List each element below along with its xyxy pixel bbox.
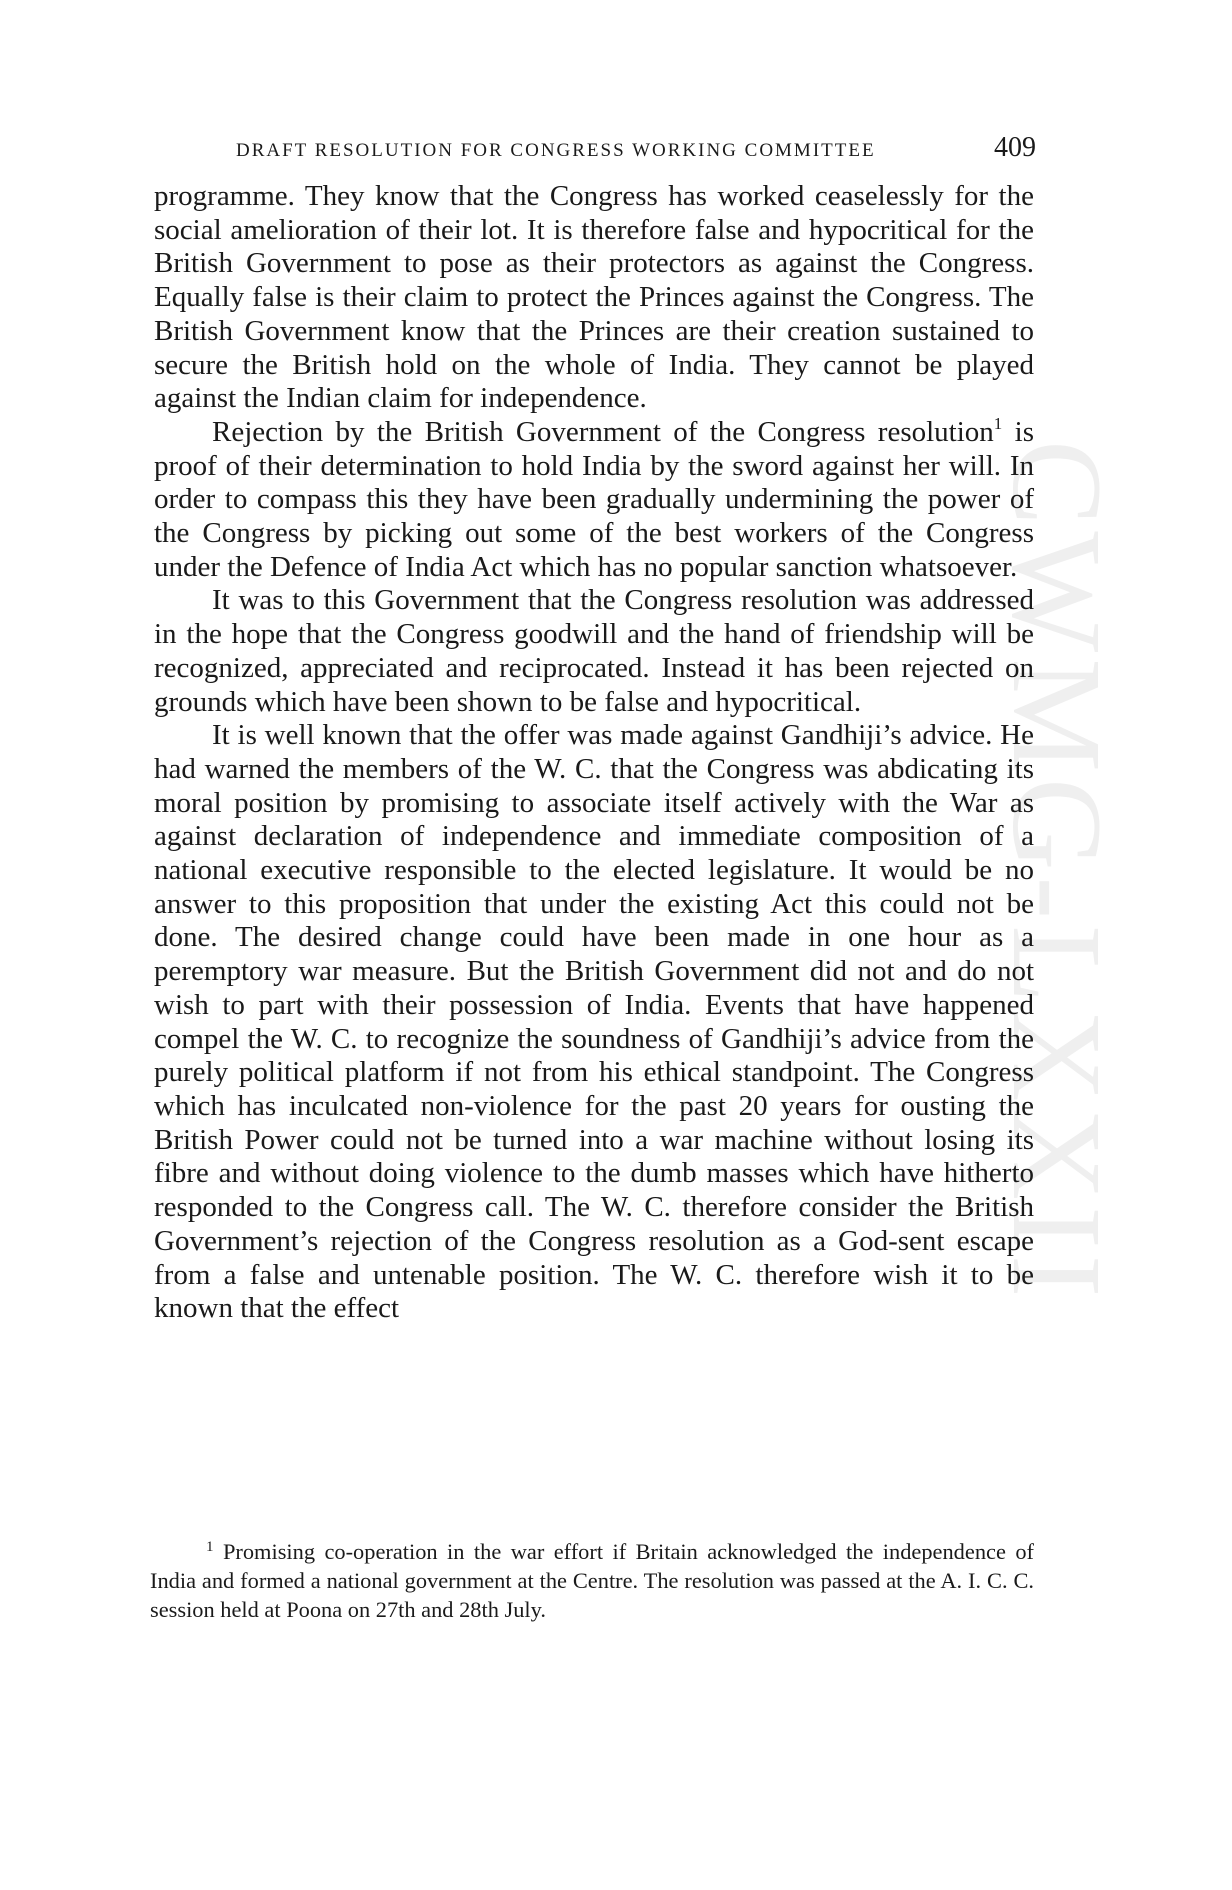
watermark	[986, 420, 1232, 1480]
footnote-text: $^1$ Promising co-operation in the war effort if Britain acknowledged the independence of India and formed a national government at the Centre. The resolution was passed at the A. I. C. C. session held at Poona on 27th and 28th July.	[150, 1539, 1034, 1622]
watermark-text: CWMG-LXXII	[986, 440, 1128, 1304]
running-title: DRAFT RESOLUTION FOR CONGRESS WORKING COMMITTEE	[236, 140, 876, 161]
body-text	[154, 180, 1034, 1326]
footnote	[150, 1537, 1034, 1624]
running-header	[236, 134, 1036, 174]
footnote-marker: 1	[993, 413, 1003, 433]
paragraph: Rejection by the British Government of the Congress resolution$^1$ is proof of their determination to hold India by the sword against her will. In order to compass this they have been gradually undermining the power of the Congress by picking out some of the best workers of the Congress under the Defence of India Act which has no popular sanction whatsoever.	[154, 413, 1034, 583]
page-number: 409	[994, 132, 1036, 163]
paragraph: It was to this Government that the Congress resolution was addressed in the hope that the Congress goodwill and the hand of friendship will be recognized, appreciated and reciprocated. Instead it has been rejected on grounds which have been shown to be false and hypocritical.	[154, 584, 1034, 718]
paragraph: It is well known that the offer was made against Gandhiji’s advice. He had warned the members of the W. C. that the Congress was abdicating its moral position by promising to associate itself actively with the War as against declaration of independence and immediate composition of a national executive responsible to the elected legislature. It would be no answer to this proposition that under the existing Act this could not be done. The desired change could have been made in one hour as a peremptory war measure. But the British Government did not and do not wish to part with their possession of India. Events that have happened compel the W. C. to recognize the soundness of Gandhiji’s advice from the purely political platform if not from his ethical standpoint. The Congress which has inculcated non-violence for the past 20 years for ousting the British Power could not be turned into a war machine without losing its fibre and without doing violence to the dumb masses which have hitherto responded to the Congress call. The W. C. therefore consider the British Government’s rejection of the Congress resolution as a God-sent escape from a false and untenable position. The W. C. therefore wish it to be known that the effect	[154, 719, 1034, 1325]
footnote-number: 1	[206, 1539, 214, 1555]
paragraph: programme. They know that the Congress has worked ceaselessly for the social amelioration of their lot. It is therefore false and hypocritical for the British Government to pose as their protectors as against the Congress. Equally false is their claim to protect the Princes against the Congress. The British Government know that the Princes are their creation sustained to secure the British hold on the whole of India. They cannot be played against the Indian claim for independence.	[154, 180, 1034, 415]
